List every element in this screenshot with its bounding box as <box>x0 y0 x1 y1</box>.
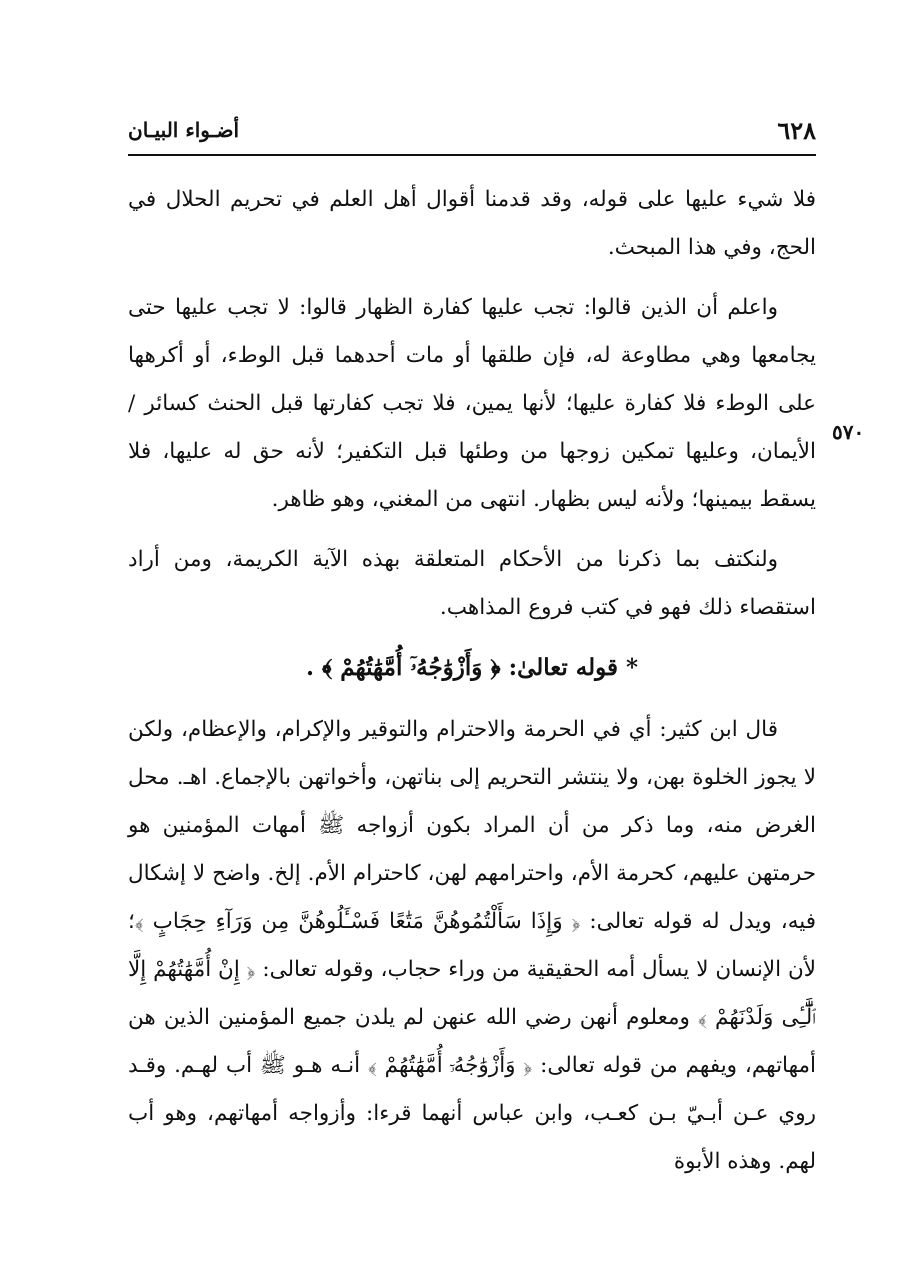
page-body <box>128 176 816 1198</box>
paragraph: واعلم أن الذين قالوا: تجب عليها كفارة الظهار قالوا: لا تجب عليها حتى يجامعها وهي مطاوعة له، فإن طلقها أو مات أحدهما قبل الوطء، أو أكرهها على الوطء فلا كفارة عليها؛ لأنها يمين، فلا تجب كفارتها قبل الحنث كسائر / الأيمان، وعليها تمكين زوجها من وطئها قبل التكفير؛ لأنه حق له عليها، فلا يسقط بيمينها؛ ولأنه ليس بظهار. انتهى من المغني، وهو ظاهر. <box>128 295 816 512</box>
page-header <box>128 116 816 156</box>
verse-heading: * قوله تعالىٰ: ﴿ وَأَزْوَٰجُهُۥٓ أُمَّهَٰتُهُمْ ﴾ . <box>305 654 639 681</box>
page-number: ٦٢٨ <box>777 116 816 145</box>
paragraph: ولنكتف بما ذكرنا من الأحكام المتعلقة بهذه الآية الكريمة، ومن أراد استقصاء ذلك فهو في كتب فروع المذاهب. <box>128 547 816 620</box>
margin-page-reference: ٥٧٠ <box>832 420 865 444</box>
paragraph: فلا شيء عليها على قوله، وقد قدمنا أقوال أهل العلم في تحريم الحلال في الحج، وفي هذا المبحث. <box>128 187 816 260</box>
paragraph: قال ابن كثير: أي في الحرمة والاحترام والتوقير والإكرام، والإعظام، ولكن لا يجوز الخلوة بهن، ولا ينتشر التحريم إلى بناتهن، وأخواتهن بالإجماع. اهـ. محل الغرض منه، وما ذكر من أن المراد بكون أزواجه ﷺ أمهات المؤمنين هو حرمتهن عليهم، كحرمة الأم، واحترامهم لهن، كاحترام الأم. إلخ. واضح لا إشكال فيه، ويدل له قوله تعالى: ﴿ وَإِذَا سَأَلْتُمُوهُنَّ مَتَٰعًا فَسْـَٔلُوهُنَّ مِن وَرَآءِ حِجَابٍ ﴾؛ لأن الإنسان لا يسأل أمه الحقيقية من وراء حجاب، وقوله تعالى: ﴿ إِنْ أُمَّهَٰتُهُمْ إِلَّا ٱلَّٰٓـِٔى وَلَدْنَهُمْ ﴾ ومعلوم أنهن رضي الله عنهن لم يلدن جميع المؤمنين الذين هن أمهاتهم، ويفهم من قوله تعالى: ﴿ وَأَزْوَٰجُهُۥٓ أُمَّهَٰتُهُمْ ﴾ أنـه هـو ﷺ أب لهـم. وقـد روي عـن أبـيّ بـن كعـب، وابن عباس أنهما قرءا: وأزواجه أمهاتهم، وهو أب لهم. وهذه الأبوة <box>128 717 816 1174</box>
book-title: أضـواء البيـان <box>128 118 240 142</box>
